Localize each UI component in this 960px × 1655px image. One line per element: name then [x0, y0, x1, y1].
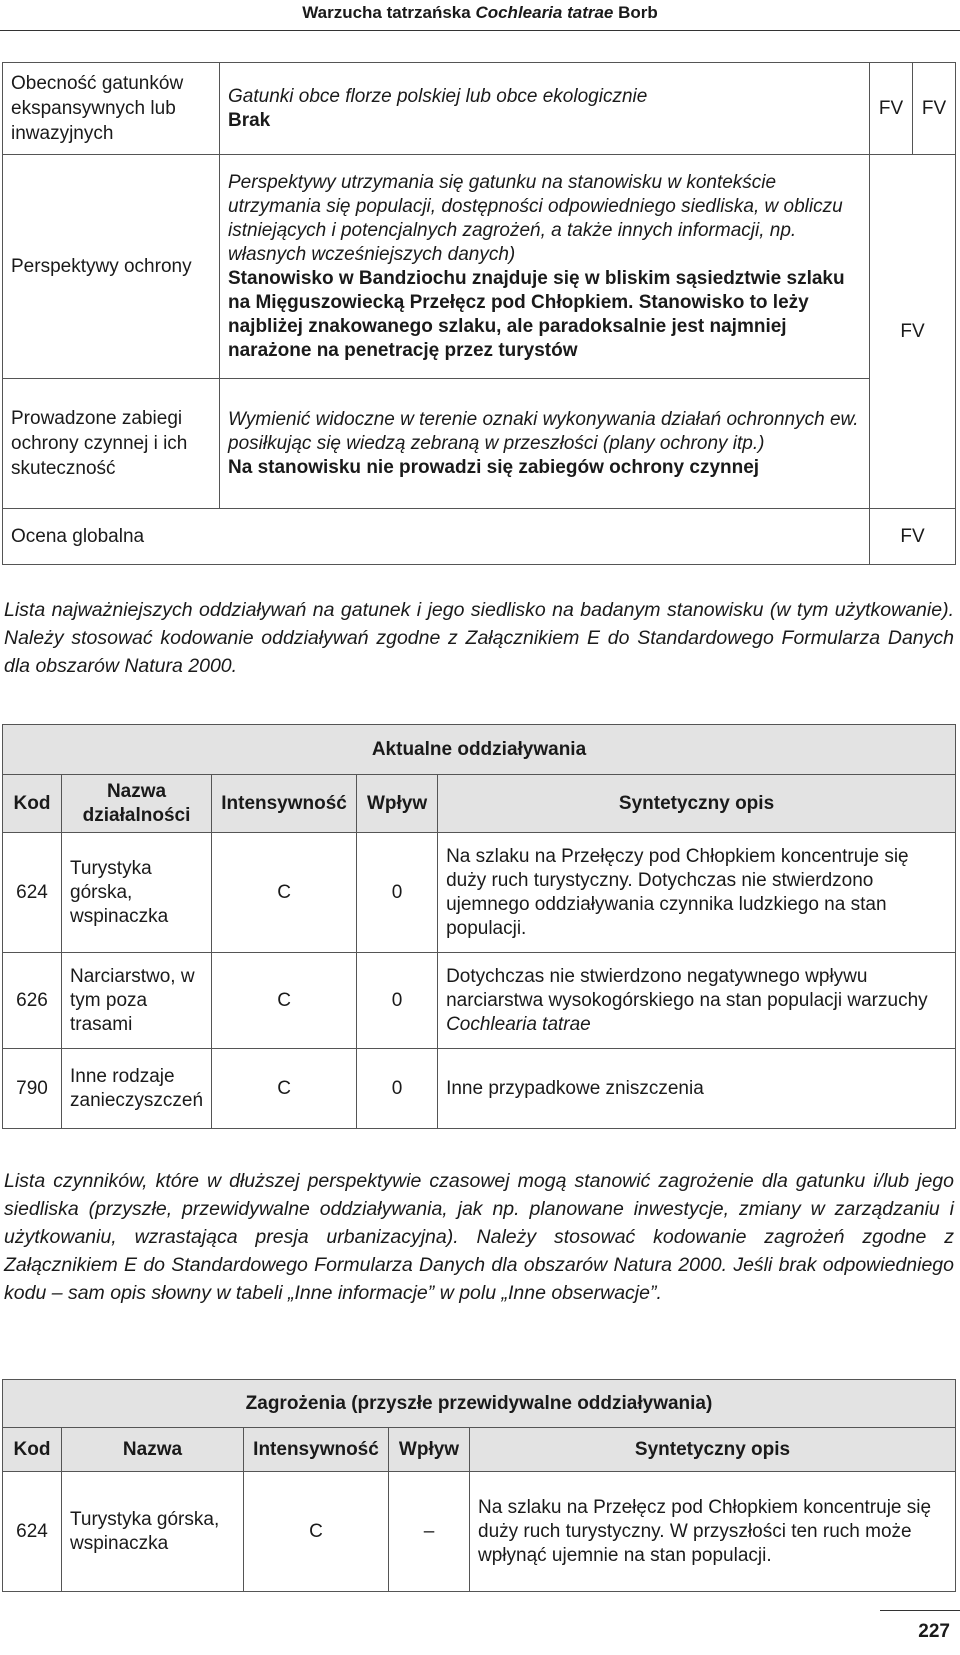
- page-number-rule: [880, 1610, 960, 1611]
- cell-kod: 624: [3, 833, 62, 953]
- assessment-hint: Wymienić widoczne w terenie oznaki wykonywania działań ochronnych ew. posiłkując się wiedzą zebraną w przeszłości (plany ochrony itp.): [228, 408, 859, 454]
- impacts-title: Aktualne oddziaływania: [3, 725, 956, 775]
- cell-opis-latin: Cochlearia tatrae: [446, 1013, 591, 1035]
- assessment-content: [220, 379, 870, 509]
- cell-opis-text: Dotychczas nie stwierdzono negatywnego wpływu narciarstwa wysokogórskiego na stan populacji warzuchy: [446, 965, 928, 1011]
- cell-opis: Na szlaku na Przełęczy pod Chłopkiem koncentruje się duży ruch turystyczny. Dotychczas nie stwierdzono ujemnego oddziaływania czynnika ludzkiego na stan populacji.: [438, 833, 956, 953]
- col-header-nazwa: Nazwa działalności: [62, 775, 212, 833]
- cell-wplyw: 0: [357, 1049, 438, 1129]
- cell-intensywnosc: C: [212, 953, 357, 1049]
- threats-title: Zagrożenia (przyszłe przewidywalne oddziaływania): [3, 1380, 956, 1428]
- col-header-nazwa: Nazwa: [62, 1428, 244, 1472]
- col-header-wplyw: Wpływ: [389, 1428, 470, 1472]
- col-header-kod: Kod: [3, 1428, 62, 1472]
- cell-wplyw: 0: [357, 953, 438, 1049]
- col-header-kod: Kod: [3, 775, 62, 833]
- header-latin-name: Cochlearia tatrae: [475, 3, 614, 22]
- assessment-hint: Perspektywy utrzymania się gatunku na stanowisku w kontekście utrzymania się populacji, dostępności odpowiedniego siedliska, w obliczu istniejących i potencjalnych zagrożeń, a także innych informacji, np. własnych wcześniejszych danych): [228, 171, 843, 265]
- assessment-content: [220, 63, 870, 155]
- assessment-label: Perspektywy ochrony: [3, 155, 220, 379]
- col-header-opis: Syntetyczny opis: [438, 775, 956, 833]
- header-author: Borb: [613, 3, 658, 22]
- assessment-label: Obecność gatunków ekspansywnych lub inwazyjnych: [3, 63, 220, 155]
- cell-nazwa: Inne rodzaje zanieczyszczeń: [62, 1049, 212, 1129]
- cell-intensywnosc: C: [212, 1049, 357, 1129]
- cell-wplyw: 0: [357, 833, 438, 953]
- threats-table: [2, 1379, 956, 1592]
- impacts-table: [2, 724, 956, 1129]
- assessment-grade: FV: [870, 155, 956, 509]
- assessment-row-active-protection: [3, 379, 956, 509]
- assessment-row-perspectives: [3, 155, 956, 379]
- cell-kod: 626: [3, 953, 62, 1049]
- assessment-grade: FV: [870, 63, 913, 155]
- assessment-grade: FV: [913, 63, 956, 155]
- assessment-value: Stanowisko w Bandziochu znajduje się w bliskim sąsiedztwie szlaku na Mięguszowiecką Przełęcz pod Chłopkiem. Stanowisko to leży najbliżej znakowanego szlaku, ale paradoksalnie jest najmniej narażone na penetrację przez turystów: [228, 267, 845, 361]
- cell-intensywnosc: C: [244, 1472, 389, 1592]
- col-header-intensywnosc: Intensywność: [212, 775, 357, 833]
- page-number: 227: [918, 1621, 950, 1642]
- cell-wplyw: –: [389, 1472, 470, 1592]
- impacts-instructions: Lista najważniejszych oddziaływań na gatunek i jego siedlisko na badanym stanowisku (w tym użytkowanie). Należy stosować kodowanie oddziaływań zgodne z Załącznikiem E do Standardowego Formularza Danych dla obszarów Natura 2000.: [4, 599, 954, 677]
- assessment-table: [2, 62, 956, 565]
- assessment-hint: Gatunki obce florze polskiej lub obce ekologicznie: [228, 85, 648, 107]
- threats-instructions: Lista czynników, które w dłuższej perspektywie czasowej mogą stanowić zagrożenie dla gatunku i/lub jego siedliska (przyszłe, przewidywalne oddziaływania, jak np. planowane inwestycje, zmiany w zarządzaniu i użytkowaniu, wzrastająca presja urbanizacyjna). Należy stosować kodowanie zagrożeń zgodne z Załącznikiem E do Standardowego Formularza Danych dla obszarów Natura 2000. Jeśli brak odpowiedniego kodu – sam opis słowny w tabeli „Inne informacje” w polu „Inne obserwacje”.: [4, 1170, 954, 1304]
- header-title: Warzucha tatrzańska: [302, 3, 476, 22]
- table-row: [3, 1049, 956, 1129]
- table-row: [3, 953, 956, 1049]
- cell-opis: Inne przypadkowe zniszczenia: [438, 1049, 956, 1129]
- cell-intensywnosc: C: [212, 833, 357, 953]
- cell-nazwa: Turystyka górska, wspinaczka: [62, 1472, 244, 1592]
- cell-opis: [438, 953, 956, 1049]
- assessment-label: Ocena globalna: [3, 509, 870, 565]
- assessment-row-global: [3, 509, 956, 565]
- assessment-row-invasive: [3, 63, 956, 155]
- assessment-value: Brak: [228, 109, 271, 131]
- col-header-wplyw: Wpływ: [357, 775, 438, 833]
- assessment-content: [220, 155, 870, 379]
- col-header-opis: Syntetyczny opis: [470, 1428, 956, 1472]
- assessment-grade: FV: [870, 509, 956, 565]
- cell-kod: 624: [3, 1472, 62, 1592]
- assessment-label: Prowadzone zabiegi ochrony czynnej i ich skuteczność: [3, 379, 220, 509]
- running-header: [0, 0, 960, 31]
- col-header-intensywnosc: Intensywność: [244, 1428, 389, 1472]
- table-row: [3, 833, 956, 953]
- cell-kod: 790: [3, 1049, 62, 1129]
- table-row: [3, 1472, 956, 1592]
- cell-nazwa: Narciarstwo, w tym poza trasami: [62, 953, 212, 1049]
- cell-nazwa: Turystyka górska, wspinaczka: [62, 833, 212, 953]
- cell-opis: Na szlaku na Przełęcz pod Chłopkiem koncentruje się duży ruch turystyczny. W przyszłości ten ruch może wpłynąć ujemnie na stan populacji.: [470, 1472, 956, 1592]
- assessment-value: Na stanowisku nie prowadzi się zabiegów ochrony czynnej: [228, 456, 760, 478]
